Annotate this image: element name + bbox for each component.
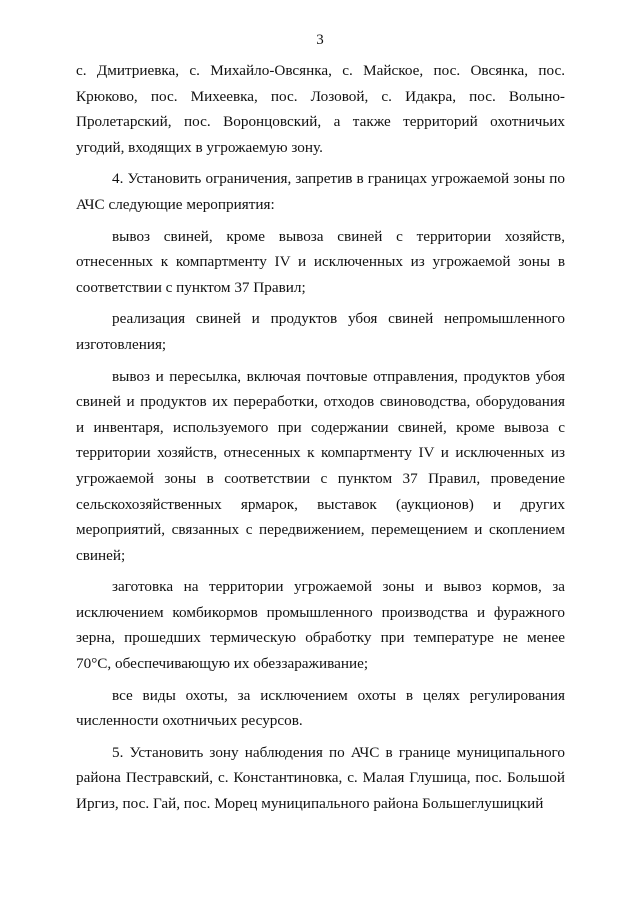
restriction-feed-harvest: заготовка на территории угрожаемой зоны и вывоз кормов, за исключением комбикормов промышленного производства и фуражного зерна, прошедших термическую обработку при температуре не менее 70°С, обеспечивающую их обеззараживание;: [76, 578, 565, 673]
paragraph-item-5: 5. Установить зону наблюдения по АЧС в границе муниципального района Пестравский, с. Константиновка, с. Малая Глушица, пос. Большой Иргиз, пос. Гай, пос. Морец муниципального района Большеглушицкий: [76, 743, 565, 813]
restriction-pig-export: вывоз свиней, кроме вывоза свиней с территории хозяйств, отнесенных к компартменту IV и исключенных из угрожаемой зоны в соответствии с пунктом 37 Правил;: [76, 227, 565, 296]
restriction-products-export: вывоз и пересылка, включая почтовые отправления, продуктов убоя свиней и продуктов их переработки, отходов свиноводства, оборудования и инвентаря, используемого при содержании свиней, кроме вывоза с территории хозяйств, отнесенных к компартменту IV и исключенных из угрожаемой зоны в соответствии с пунктом 37 Правил, проведение сельскохозяйственных ярмарок, выставок (аукционов) и других мероприятий, связанных с передвижением, перемещением и скоплением свиней;: [76, 367, 565, 564]
document-body: [76, 58, 565, 823]
restriction-pig-sale: реализация свиней и продуктов убоя свиней непромышленного изготовления;: [76, 310, 565, 353]
restriction-hunting: все виды охоты, за исключением охоты в целях регулирования численности охотничьих ресурсов.: [76, 686, 565, 730]
page-number: 3: [316, 32, 324, 48]
paragraph-continuation: с. Дмитриевка, с. Михайло-Овсянка, с. Майское, пос. Овсянка, пос. Крюково, пос. Михеевка, пос. Лозовой, с. Идакра, пос. Волыно-Пролетарский, пос. Воронцовский, а также территорий охотничьих угодий, входящих в угрожаемую зону.: [76, 62, 565, 156]
paragraph-item-4: 4. Установить ограничения, запретив в границах угрожаемой зоны по АЧС следующие мероприятия:: [76, 170, 565, 213]
